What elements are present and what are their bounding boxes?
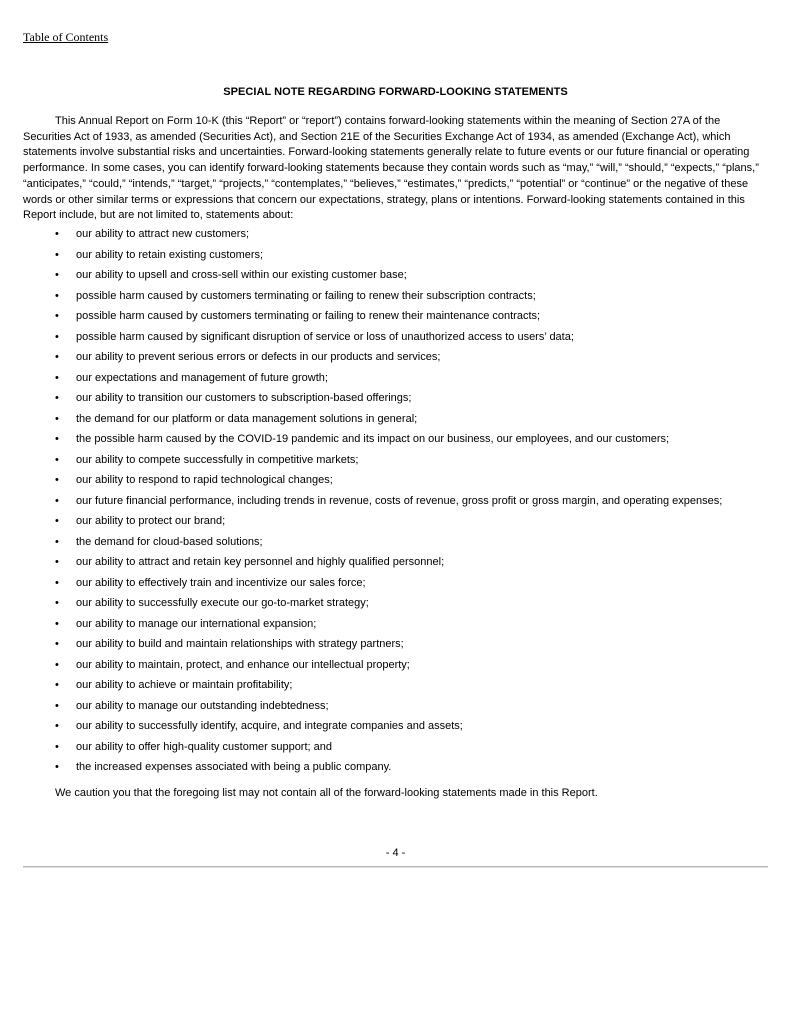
list-item-text: our ability to successfully execute our go-to-market strategy;	[76, 597, 369, 609]
list-item	[23, 617, 783, 638]
list-item-text: our ability to protect our brand;	[76, 515, 226, 527]
bullet-icon: •	[55, 679, 59, 691]
bullet-icon: •	[55, 392, 59, 404]
list-item-text: the possible harm caused by the COVID-19 pandemic and its impact on our business, our employees, and our customers;	[76, 433, 670, 445]
list-item	[23, 494, 783, 515]
bullet-icon: •	[55, 371, 59, 384]
list-item	[23, 432, 783, 453]
bullet-icon: •	[55, 638, 59, 650]
bullet-icon: •	[55, 269, 59, 281]
list-item-text: our expectations and management of future growth;	[76, 371, 328, 384]
section-title: SPECIAL NOTE REGARDING FORWARD-LOOKING STATEMENTS	[223, 86, 568, 98]
bullet-icon: •	[55, 494, 59, 507]
bullet-icon: •	[55, 515, 59, 527]
list-item-text: our ability to effectively train and incentivize our sales force;	[76, 576, 366, 589]
list-item	[23, 248, 783, 269]
list-item	[23, 535, 783, 556]
bullet-icon: •	[55, 535, 59, 548]
list-item-text: our ability to compete successfully in competitive markets;	[76, 453, 359, 466]
list-item-text: our ability to offer high-quality customer support; and	[76, 740, 332, 753]
caution-paragraph: We caution you that the foregoing list may not contain all of the forward-looking statements made in this Report.	[55, 787, 598, 799]
list-item	[23, 658, 783, 679]
list-item	[23, 555, 783, 576]
list-item-text: our ability to achieve or maintain profitability;	[76, 679, 293, 691]
list-item	[23, 637, 783, 658]
list-item-text: our ability to build and maintain relationships with strategy partners;	[76, 638, 404, 650]
bullet-icon: •	[55, 556, 59, 568]
list-item	[23, 391, 783, 412]
list-item-text: our ability to retain existing customers;	[76, 248, 264, 261]
list-item	[23, 514, 783, 535]
list-item	[23, 330, 783, 351]
bullet-icon: •	[55, 658, 59, 671]
bullet-icon: •	[55, 228, 59, 240]
list-item-text: our ability to successfully identify, acquire, and integrate companies and assets;	[76, 720, 463, 732]
forward-looking-statements-list	[23, 227, 783, 781]
bullet-icon: •	[55, 433, 59, 445]
bullet-icon: •	[55, 248, 59, 261]
list-item-text: possible harm caused by customers terminating or failing to renew their maintenance contracts;	[76, 310, 541, 322]
list-item-text: our ability to prevent serious errors or defects in our products and services;	[76, 351, 441, 363]
list-item-text: the demand for cloud-based solutions;	[76, 535, 263, 548]
list-item-text: the demand for our platform or data management solutions in general;	[76, 412, 418, 425]
list-item-text: our ability to attract and retain key personnel and highly qualified personnel;	[76, 556, 445, 568]
list-item	[23, 268, 783, 289]
list-item-text: our future financial performance, including trends in revenue, costs of revenue, gross profit or gross margin, and operating expenses;	[76, 494, 723, 507]
list-item	[23, 760, 783, 781]
intro-paragraph: This Annual Report on Form 10-K (this “Report” or “report”) contains forward-looking statements within the meaning of Section 27A of the Securities Act of 1933, as amended (Securities Act), and Section 21E of the Securities Exchange Act of 1934, as amended (Exchange Act), which statements involve substantial risks and uncertainties. Forward-looking statements generally relate to future events or our future financial or operating performance. In some cases, you can identify forward-looking statements because they contain words such as “may,” “will,” “should,” “expects,” “plans,” “anticipates,” “could,” “intends,” “target,” “projects,” “contemplates,” “believes,” “estimates,” “predicts,” “potential” or “continue” or the negative of these words or other similar terms or expressions that concern our expectations, strategy, plans or intentions. Forward-looking statements contained in this Report include, but are not limited to, statements about:	[23, 115, 759, 222]
table-of-contents-link[interactable]: Table of Contents	[23, 30, 109, 44]
list-item	[23, 371, 783, 392]
list-item	[23, 699, 783, 720]
list-item-text: our ability to attract new customers;	[76, 228, 250, 240]
list-item	[23, 740, 783, 761]
list-item-text: possible harm caused by customers terminating or failing to renew their subscription contracts;	[76, 289, 536, 302]
list-item	[23, 289, 783, 310]
list-item-text: the increased expenses associated with being a public company.	[76, 761, 392, 773]
bullet-icon: •	[55, 474, 59, 486]
bullet-icon: •	[55, 310, 59, 322]
list-item-text: our ability to manage our outstanding indebtedness;	[76, 699, 329, 712]
list-item	[23, 596, 783, 617]
list-item	[23, 412, 783, 433]
page-number: - 4 -	[385, 847, 406, 859]
list-item-text: our ability to upsell and cross-sell within our existing customer base;	[76, 269, 407, 281]
bullet-icon: •	[55, 289, 59, 302]
bullet-icon: •	[55, 597, 59, 609]
list-item-text: possible harm caused by significant disruption of service or loss of unauthorized access to users’ data;	[76, 330, 574, 343]
list-item	[23, 309, 783, 330]
page-divider	[23, 866, 768, 868]
bullet-icon: •	[55, 576, 59, 589]
list-item	[23, 350, 783, 371]
list-item	[23, 719, 783, 740]
list-item	[23, 576, 783, 597]
list-item-text: our ability to maintain, protect, and enhance our intellectual property;	[76, 658, 410, 671]
bullet-icon: •	[55, 740, 59, 753]
bullet-icon: •	[55, 617, 59, 630]
bullet-icon: •	[55, 761, 59, 773]
bullet-icon: •	[55, 699, 59, 712]
list-item-text: our ability to transition our customers to subscription-based offerings;	[76, 392, 412, 404]
bullet-icon: •	[55, 453, 59, 466]
list-item	[23, 678, 783, 699]
list-item-text: our ability to respond to rapid technological changes;	[76, 474, 333, 486]
bullet-icon: •	[55, 351, 59, 363]
list-item-text: our ability to manage our international expansion;	[76, 617, 317, 630]
bullet-icon: •	[55, 330, 59, 343]
bullet-icon: •	[55, 720, 59, 732]
list-item	[23, 453, 783, 474]
list-item	[23, 473, 783, 494]
bullet-icon: •	[55, 412, 59, 425]
list-item	[23, 227, 783, 248]
